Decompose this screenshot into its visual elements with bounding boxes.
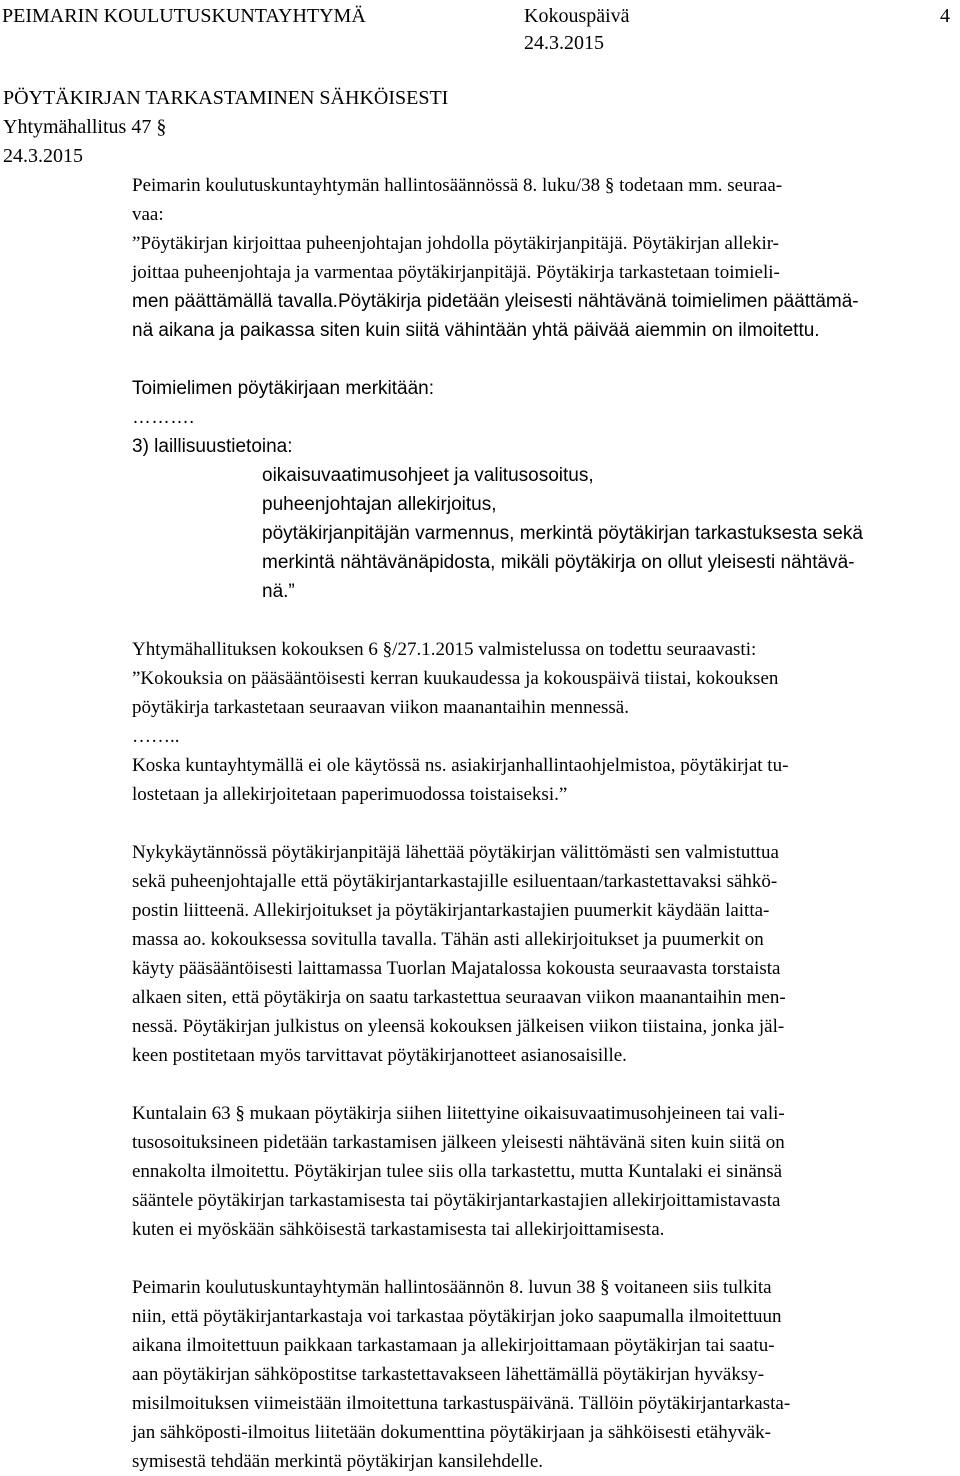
text-line: sekä puheenjohtajalle että pöytäkirjantarkastajille esiluentaan/tarkastettavaksi sähkö- [132,871,778,892]
paragraph-minutes-content [132,374,932,606]
text-line: aikana ilmoitettuun paikkaan tarkastamaan ja allekirjoittamaan pöytäkirjan tai saatu- [132,1335,775,1356]
organization-name: PEIMARIN KOULUTUSKUNTAYHTYMÄ [2,5,366,27]
text-line: aan pöytäkirjan sähköpostitse tarkastettavakseen lähettämällä pöytäkirjan hyväksy- [132,1364,765,1385]
paragraph-regulation [132,171,932,345]
paragraph-municipal-law [132,1099,932,1244]
text-line: merkintä nähtävänäpidosta, mikäli pöytäkirja on ollut yleisesti nähtävä- [262,552,855,573]
text-line: niin, että pöytäkirjantarkastaja voi tarkastaa pöytäkirjan joko saapumalla ilmoitettuun [132,1306,782,1327]
text-line: Peimarin koulutuskuntayhtymän hallintosäännön 8. luvun 38 § voitaneen siis tulkita [132,1277,772,1298]
text-line: vaa: [132,204,164,225]
text-line: oikaisuvaatimusohjeet ja valitusosoitus, [262,465,594,486]
text-line: keen postitetaan myös tarvittavat pöytäkirjanotteet asianosaisille. [132,1045,627,1066]
text-line: Kuntalain 63 § mukaan pöytäkirja siihen liitettyine oikaisuvaatimusohjeineen tai vali- [132,1103,785,1124]
text-line: Nykykäytännössä pöytäkirjanpitäjä lähettää pöytäkirjan välittömästi sen valmistuttua [132,842,779,863]
meeting-date-label: Kokouspäivä [524,5,630,27]
list-item: 3) laillisuustietoina: [132,436,293,457]
document-body [132,171,932,1476]
paragraph-previous-decision [132,635,932,809]
text-line: kuten ei myöskään sähköisestä tarkastamisesta tai allekirjoittamisesta. [132,1219,665,1240]
text-line: puheenjohtajan allekirjoitus, [262,494,497,515]
text-line: nessä. Pöytäkirjan julkistus on yleensä kokouksen jälkeisen viikon tiistaina, jonka jäl- [132,1016,785,1037]
text-line: jan sähköposti-ilmoitus liitetään dokumenttina pöytäkirjaan ja sähköisesti etähyväk- [132,1422,771,1443]
text-line: Koska kuntayhtymällä ei ole käytössä ns. asiakirjanhallintaohjelmistoa, pöytäkirjat tu- [132,755,789,776]
text-line: alkaen siten, että pöytäkirja on saatu tarkastettua seuraavan viikon maanantaihin men- [132,987,786,1008]
text-line: ”Pöytäkirjan kirjoittaa puheenjohtajan johdolla pöytäkirjanpitäjä. Pöytäkirjan allekir- [132,233,780,254]
text-line: pöytäkirjanpitäjän varmennus, merkintä pöytäkirjan tarkastuksesta sekä [262,523,863,544]
section-heading [3,84,448,171]
text-line: pöytäkirja tarkastetaan seuraavan viikon maanantaihin mennessä. [132,697,629,718]
meeting-date: 24.3.2015 [524,32,604,54]
text-line: ”Kokouksia on pääsääntöisesti kerran kuukaudessa ja kokouspäivä tiistai, kokouksen [132,668,779,689]
text-line: käyty pääsääntöisesti laittamassa Tuorlan Majatalossa kokousta seuraavasta torstaista [132,958,781,979]
text-line: Peimarin koulutuskuntayhtymän hallintosäännössä 8. luku/38 § todetaan mm. seuraa- [132,175,783,196]
paragraph-current-practice [132,838,932,1070]
section-title: PÖYTÄKIRJAN TARKASTAMINEN SÄHKÖISESTI [3,87,449,109]
text-line: ennakolta ilmoitettu. Pöytäkirjan tulee siis olla tarkastettu, mutta Kuntalaki ei sinänsä [132,1161,783,1182]
text-line: misilmoituksen viimeistään ilmoitettuna tarkastuspäivänä. Tällöin pöytäkirjantarkasta- [132,1393,791,1414]
text-line: nä aikana ja paikassa siten kuin siitä vähintään yhtä päivää aiemmin on ilmoitettu. [132,320,820,341]
page-number: 4 [940,5,950,27]
section-date: 24.3.2015 [3,145,83,167]
text-line: postin liitteenä. Allekirjoitukset ja pöytäkirjantarkastajien puumerkit käydään laitta- [132,900,770,921]
text-line: Toimielimen pöytäkirjaan merkitään: [132,378,435,399]
text-line: …….. [132,726,180,747]
section-reference: Yhtymähallitus 47 § [3,116,167,138]
sub-list [132,461,932,606]
text-line: Yhtymähallituksen kokouksen 6 §/27.1.2015 valmistelussa on todettu seuraavasti: [132,639,757,660]
text-line: nä.” [262,581,295,602]
text-line: lostetaan ja allekirjoitetaan paperimuodossa toistaiseksi.” [132,784,568,805]
text-line: ………. [132,407,195,428]
paragraph-interpretation [132,1273,932,1476]
text-line: symisestä tehdään merkintä pöytäkirjan kansilehdelle. [132,1451,544,1472]
text-line: joittaa puheenjohtaja ja varmentaa pöytäkirjanpitäjä. Pöytäkirja tarkastetaan toimieli- [132,262,780,283]
text-line: men päättämällä tavalla.Pöytäkirja pidetään yleisesti nähtävänä toimielimen päättämä- [132,291,859,312]
text-line: massa ao. kokouksessa sovitulla tavalla. Tähän asti allekirjoitukset ja puumerkit on [132,929,764,950]
text-line: sääntele pöytäkirjan tarkastamisesta tai pöytäkirjantarkastajien allekirjoittamistavasta [132,1190,781,1211]
text-line: tusosoituksineen pidetään tarkastamisen jälkeen yleisesti nähtävänä siten kuin siitä on [132,1132,785,1153]
